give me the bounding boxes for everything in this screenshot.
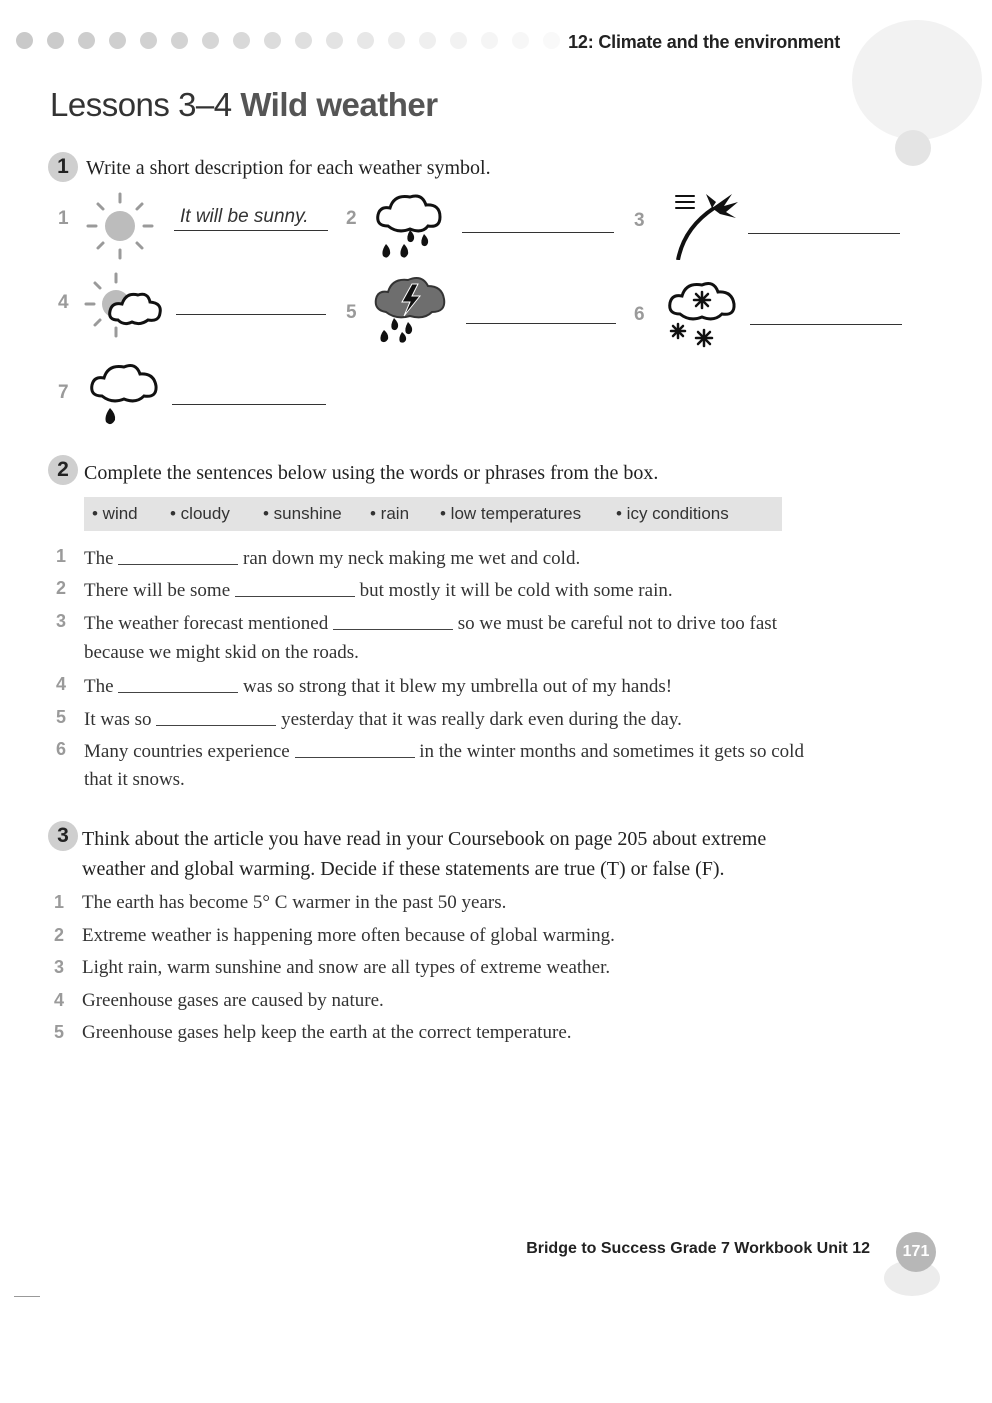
- sentence-text-after: in the winter months and sometimes it gets so cold: [419, 741, 804, 762]
- statement-number: 5: [54, 1022, 65, 1042]
- sentence-6: [84, 739, 804, 763]
- decorative-corner-circle: [852, 20, 982, 140]
- sentence-text-before: The: [84, 676, 114, 697]
- answer-line-3[interactable]: [748, 209, 900, 234]
- fill-in-blank[interactable]: [235, 578, 355, 597]
- cloud-snow-icon: [662, 276, 742, 348]
- statement-number: 3: [54, 957, 65, 977]
- sentence-number: 2: [56, 578, 67, 598]
- weather-item-number: 2: [346, 208, 357, 229]
- page-title: [50, 86, 438, 124]
- decorative-corner-circle-small: [895, 130, 931, 166]
- fill-in-blank[interactable]: [118, 546, 238, 565]
- sentence-number: 3: [56, 611, 67, 631]
- sentence-number: 6: [56, 739, 67, 759]
- answer-line-4[interactable]: [176, 290, 326, 315]
- word-box-item: • wind: [92, 504, 138, 523]
- statement-5: Greenhouse gases help keep the earth at the correct temperature.: [82, 1022, 572, 1043]
- fill-in-blank[interactable]: [156, 707, 276, 726]
- cloud-light-rain-icon: [84, 356, 164, 428]
- storm-cloud-lightning-rain-icon: [370, 272, 450, 344]
- sentence-text-before: There will be some: [84, 580, 231, 601]
- weather-item-number: 5: [346, 302, 357, 323]
- statement-number: 4: [54, 990, 65, 1010]
- answer-line-7[interactable]: [172, 380, 326, 405]
- sun-icon: [82, 190, 162, 262]
- word-box-item: • low temperatures: [440, 504, 582, 523]
- sentence-text-after: was so strong that it blew my umbrella out of my hands!: [243, 676, 673, 697]
- sentence-text-after: so we must be careful not to drive too fast: [457, 613, 777, 634]
- page-number: 171: [896, 1232, 936, 1272]
- answer-line-6[interactable]: [750, 300, 902, 325]
- lesson-prefix: Lessons 3–4: [50, 86, 232, 123]
- fill-in-blank[interactable]: [333, 611, 453, 630]
- unit-title: 12: Climate and the environment: [568, 32, 840, 52]
- word-box-item: • icy conditions: [616, 504, 729, 523]
- word-box-item: • cloudy: [170, 504, 230, 523]
- sentence-text-before: The: [84, 548, 114, 569]
- statement-4: Greenhouse gases are caused by nature.: [82, 990, 384, 1011]
- weather-item-number: 4: [58, 292, 69, 313]
- sentence-text-after: ran down my neck making me wet and cold.: [243, 548, 581, 569]
- sentence-number: 1: [56, 546, 67, 566]
- header-decorative-dots: [16, 30, 576, 52]
- footer-book-title: Bridge to Success Grade 7 Workbook Unit 12: [526, 1240, 870, 1257]
- exercise-2-badge: 2: [48, 455, 78, 485]
- statement-1: The earth has become 5° C warmer in the past 50 years.: [82, 892, 507, 913]
- fill-in-blank[interactable]: [118, 674, 238, 693]
- sentence-3-continuation: because we might skid on the roads.: [84, 642, 359, 663]
- answer-text-1: It will be sunny.: [180, 206, 309, 227]
- sentence-4: [84, 674, 672, 698]
- word-box-item: • rain: [370, 504, 410, 523]
- exercise-3-instruction-line1: Think about the article you have read in your Coursebook on page 205 about extreme: [82, 828, 767, 850]
- answer-line-5[interactable]: [466, 299, 616, 324]
- statement-number: 1: [54, 892, 65, 912]
- sentence-5: [84, 707, 682, 731]
- statement-3: Light rain, warm sunshine and snow are all types of extreme weather.: [82, 957, 611, 978]
- cloud-heavy-rain-icon: [370, 190, 450, 262]
- weather-item-number: 1: [58, 208, 69, 229]
- sentence-text-before: The weather forecast mentioned: [84, 613, 329, 634]
- margin-mark: [14, 1296, 40, 1297]
- sentence-text-after: but mostly it will be cold with some rain.: [359, 580, 673, 601]
- statement-number: 2: [54, 925, 65, 945]
- sun-behind-cloud-icon: [82, 272, 162, 344]
- lesson-title-bold: Wild weather: [240, 86, 438, 123]
- exercise-1-instruction: Write a short description for each weather symbol.: [86, 157, 491, 179]
- exercise-1-badge: 1: [48, 152, 78, 182]
- sentence-2: [84, 578, 673, 602]
- word-box: [84, 497, 782, 531]
- sentence-6-continuation: that it snows.: [84, 769, 185, 790]
- answer-line-1[interactable]: [174, 206, 328, 231]
- sentence-text-after: yesterday that it was really dark even during the day.: [281, 709, 682, 730]
- statement-2: Extreme weather is happening more often because of global warming.: [82, 925, 615, 946]
- sentence-text-before: Many countries experience: [84, 741, 290, 762]
- sentence-1: [84, 546, 580, 570]
- weather-item-number: 7: [58, 382, 69, 403]
- sentence-3: [84, 611, 777, 635]
- exercise-2-instruction: Complete the sentences below using the words or phrases from the box.: [84, 462, 659, 484]
- sentence-number: 5: [56, 707, 67, 727]
- fill-in-blank[interactable]: [295, 739, 415, 758]
- weather-item-number: 6: [634, 304, 645, 325]
- windy-palm-tree-icon: [666, 188, 746, 260]
- sentence-number: 4: [56, 674, 67, 694]
- word-box-item: • sunshine: [263, 504, 342, 523]
- exercise-3-instruction-line2: weather and global warming. Decide if these statements are true (T) or false (F).: [82, 858, 725, 880]
- weather-item-number: 3: [634, 210, 645, 231]
- exercise-3-badge: 3: [48, 821, 78, 851]
- sentence-text-before: It was so: [84, 709, 152, 730]
- answer-line-2[interactable]: [462, 208, 614, 233]
